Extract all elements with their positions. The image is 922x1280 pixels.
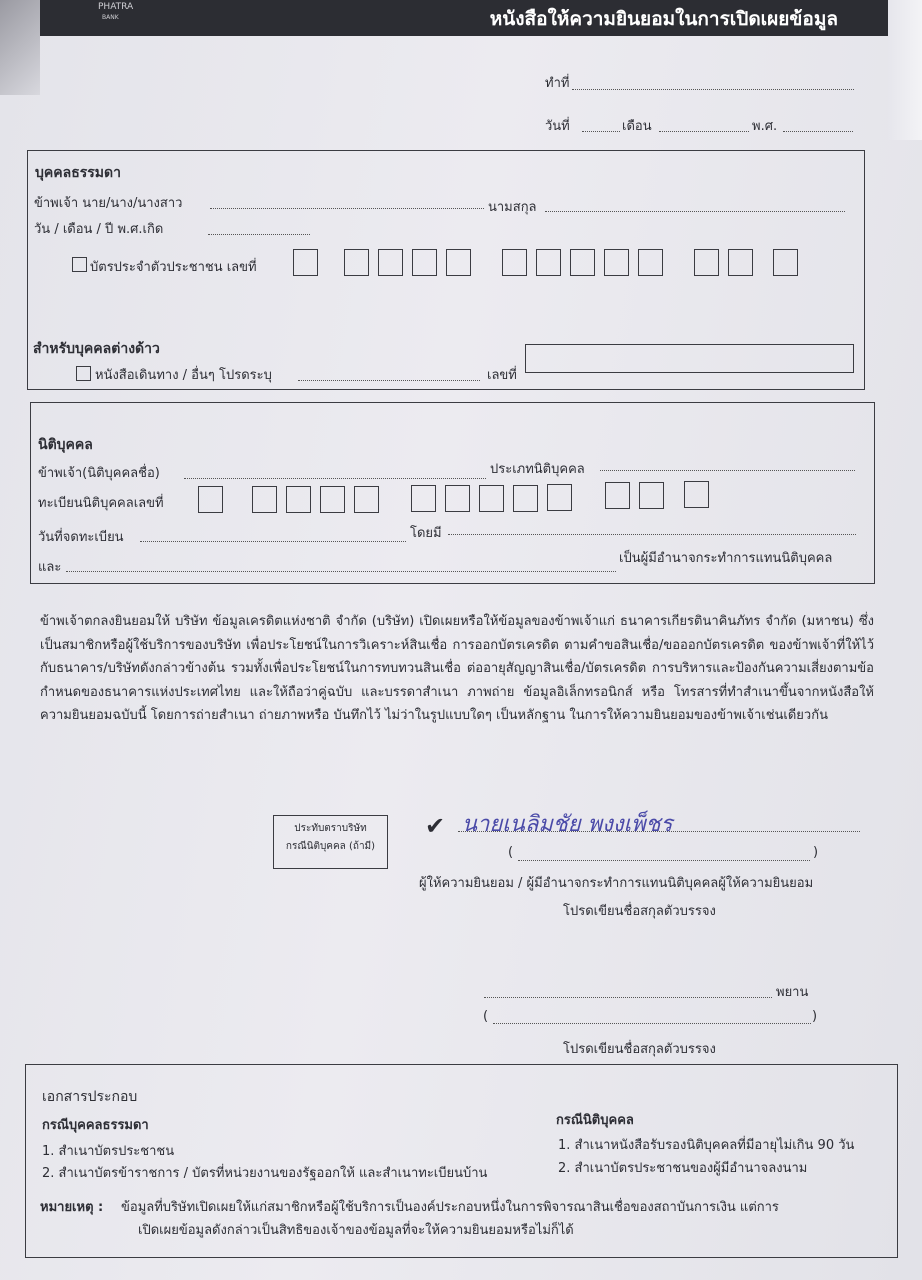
reg-digit-box[interactable] xyxy=(513,485,538,512)
documents-heading: เอกสารประกอบ xyxy=(42,1089,138,1105)
id-digit-box[interactable] xyxy=(446,249,471,276)
place-label: ทำที่ xyxy=(545,76,570,91)
stamp-line-1: ประทับตราบริษัท xyxy=(294,823,367,834)
note-label: หมายเหตุ : xyxy=(40,1200,104,1215)
witness-label: พยาน xyxy=(776,985,809,1000)
signatory-role-label: ผู้ให้ความยินยอม / ผู้มีอำนาจกระทำการแทนนิติบุคคลผู้ให้ความยินยอม xyxy=(419,876,814,891)
passport-number-label: เลขที่ xyxy=(487,368,517,383)
id-card-label: บัตรประจำตัวประชาชน เลขที่ xyxy=(90,260,257,275)
name-label: ข้าพเจ้า นาย/นาง/นางสาว xyxy=(34,196,183,211)
bank-logo-sub: BANK xyxy=(102,14,119,21)
by-label: โดยมี xyxy=(410,526,442,541)
passport-label: หนังสือเดินทาง / อื่นๆ โปรดระบุ xyxy=(95,368,272,383)
signature-close-paren: ) xyxy=(813,845,819,860)
id-digit-box[interactable] xyxy=(728,249,753,276)
reg-date-field[interactable] xyxy=(140,541,406,542)
place-field[interactable] xyxy=(572,89,854,90)
reg-digit-box[interactable] xyxy=(445,485,470,512)
id-digit-box[interactable] xyxy=(773,249,798,276)
signature-open-paren: ( xyxy=(508,845,514,860)
day-field[interactable] xyxy=(582,131,620,132)
id-digit-box[interactable] xyxy=(694,249,719,276)
reg-digit-box[interactable] xyxy=(605,482,630,509)
print-name-label: โปรดเขียนชื่อสกุลตัวบรรจง xyxy=(563,904,716,919)
juristic-name-field[interactable] xyxy=(184,478,486,479)
reg-digit-box[interactable] xyxy=(252,486,277,513)
id-digit-box[interactable] xyxy=(502,249,527,276)
reg-digit-box[interactable] xyxy=(639,482,664,509)
year-label: พ.ศ. xyxy=(752,119,778,134)
bank-logo: PHATRA xyxy=(98,2,134,12)
reg-date-label: วันที่จดทะเบียน xyxy=(38,530,124,545)
id-digit-box[interactable] xyxy=(344,249,369,276)
signatory-name-field[interactable] xyxy=(518,860,810,861)
surname-field[interactable] xyxy=(545,211,845,212)
id-digit-box[interactable] xyxy=(378,249,403,276)
witness-close-paren: ) xyxy=(812,1009,818,1024)
page-curl xyxy=(0,0,40,95)
dob-field[interactable] xyxy=(208,234,310,235)
by-field[interactable] xyxy=(448,534,856,535)
id-digit-box[interactable] xyxy=(293,249,318,276)
witness-open-paren: ( xyxy=(483,1009,489,1024)
reg-digit-box[interactable] xyxy=(286,486,311,513)
reg-digit-box[interactable] xyxy=(411,485,436,512)
passport-checkbox[interactable] xyxy=(76,366,91,381)
surname-label: นามสกุล xyxy=(488,200,537,215)
witness-signature-line[interactable] xyxy=(484,997,772,998)
reg-digit-box[interactable] xyxy=(320,486,345,513)
juristic-doc-item: 1. สำเนาหนังสือรับรองนิติบุคคลที่มีอายุไม่เกิน 90 วัน xyxy=(558,1138,855,1153)
id-digit-box[interactable] xyxy=(570,249,595,276)
foreign-heading: สำหรับบุคคลต่างด้าว xyxy=(33,341,160,357)
juristic-reg-label: ทะเบียนนิติบุคคลเลขที่ xyxy=(38,496,164,511)
reg-digit-box[interactable] xyxy=(354,486,379,513)
stamp-line-2: กรณีนิติบุคคล (ถ้ามี) xyxy=(285,841,376,852)
company-stamp-box xyxy=(273,815,388,869)
reg-digit-box[interactable] xyxy=(479,485,504,512)
signature-line[interactable] xyxy=(458,831,860,832)
page-edge xyxy=(888,0,922,140)
juristic-type-label: ประเภทนิติบุคคล xyxy=(490,462,585,477)
reg-digit-box[interactable] xyxy=(684,481,709,508)
year-field[interactable] xyxy=(783,131,853,132)
juristic-docs-heading: กรณีนิติบุคคล xyxy=(556,1113,634,1128)
form-title: หนังสือให้ความยินยอมในการเปิดเผยข้อมูล xyxy=(489,8,838,30)
name-field[interactable] xyxy=(210,208,484,209)
id-digit-box[interactable] xyxy=(638,249,663,276)
month-field[interactable] xyxy=(659,131,749,132)
id-digit-box[interactable] xyxy=(536,249,561,276)
and-field[interactable] xyxy=(66,571,616,572)
id-card-checkbox[interactable] xyxy=(72,257,87,272)
juristic-heading: นิติบุคคล xyxy=(38,437,93,453)
juristic-type-field[interactable] xyxy=(600,470,855,471)
dob-label: วัน / เดือน / ปี พ.ศ.เกิด xyxy=(34,222,164,237)
authority-label: เป็นผู้มีอำนาจกระทำการแทนนิติบุคคล xyxy=(619,551,833,566)
juristic-doc-item: 2. สำเนาบัตรประชาชนของผู้มีอำนาจลงนาม xyxy=(558,1161,808,1176)
id-digit-box[interactable] xyxy=(412,249,437,276)
date-label: วันที่ xyxy=(545,119,570,134)
reg-digit-box[interactable] xyxy=(198,486,223,513)
passport-number-field[interactable] xyxy=(525,344,854,373)
consent-paragraph: ข้าพเจ้าตกลงยินยอมให้ บริษัท ข้อมูลเครดิตแห่งชาติ จำกัด (บริษัท) เปิดเผยหรือให้ข้อมูลของข้าพเจ้าแก่ ธนาคารเกียรตินาคินภัทร จำกัด (มหาชน) ซึ่งเป็นสมาชิกหรือผู้ใช้บริการของบริษัท เพื่อประโยชน์ในการวิเคราะห์สินเชื่อ การออกบัตรเครดิต ตามคำขอสินเชื่อ/ขอออกบัตรเครดิต ของข้าพเจ้าที่ให้ไว้กับธนาคาร/บริษัทดังกล่าวข้างต้น รวมทั้งเพื่อประโยชน์ในการทบทวนสินเชื่อ ต่ออายุสัญญาสินเชื่อ/บัตรเครดิต การบริหารและป้องกันความเสี่ยงตามข้อกำหนดของธนาคารแห่งประเทศไทย และให้ถือว่าคู่ฉบับ และบรรดาสำเนา ภาพถ่าย ข้อมูลอิเล็กทรอนิกส์ หรือ โทรสารที่ทำสำเนาขึ้นจากหนังสือให้ความยินยอมฉบับนี้ โดยการถ่ายสำเนา ถ่ายภาพหรือ บันทึกไว้ ไม่ว่าในรูปแบบใดๆ เป็นหลักฐาน ในการให้ความยินยอมของข้าพเจ้าเช่นเดียวกัน xyxy=(40,614,874,723)
month-label: เดือน xyxy=(622,119,652,134)
witness-name-field[interactable] xyxy=(493,1023,811,1024)
header-bar xyxy=(40,0,888,36)
id-digit-box[interactable] xyxy=(604,249,629,276)
reg-digit-box[interactable] xyxy=(547,484,572,511)
natural-docs-heading: กรณีบุคคลธรรมดา xyxy=(42,1118,149,1133)
natural-doc-item: 1. สำเนาบัตรประชาชน xyxy=(42,1144,175,1159)
natural-person-heading: บุคคลธรรมดา xyxy=(35,165,121,181)
note-line-2: เปิดเผยข้อมูลดังกล่าวเป็นสิทธิของเจ้าของข้อมูลที่จะให้ความยินยอมหรือไม่ก็ได้ xyxy=(138,1223,574,1238)
natural-doc-item: 2. สำเนาบัตรข้าราชการ / บัตรที่หน่วยงานของรัฐออกให้ และสำเนาทะเบียนบ้าน xyxy=(42,1166,488,1181)
checkmark-icon: ✔ xyxy=(425,812,446,840)
juristic-name-label: ข้าพเจ้า(นิติบุคคลชื่อ) xyxy=(38,466,160,481)
passport-type-field[interactable] xyxy=(298,380,480,381)
handwritten-signature: นายเนลิมชัย พงงเพ็ชร xyxy=(462,812,673,837)
note-line-1: ข้อมูลที่บริษัทเปิดเผยให้แก่สมาชิกหรือผู้ใช้บริการเป็นองค์ประกอบหนึ่งในการพิจารณาสินเชื่อของสถาบันการเงิน แต่การ xyxy=(121,1200,779,1215)
and-label: และ xyxy=(38,560,62,575)
witness-print-label: โปรดเขียนชื่อสกุลตัวบรรจง xyxy=(563,1042,716,1057)
